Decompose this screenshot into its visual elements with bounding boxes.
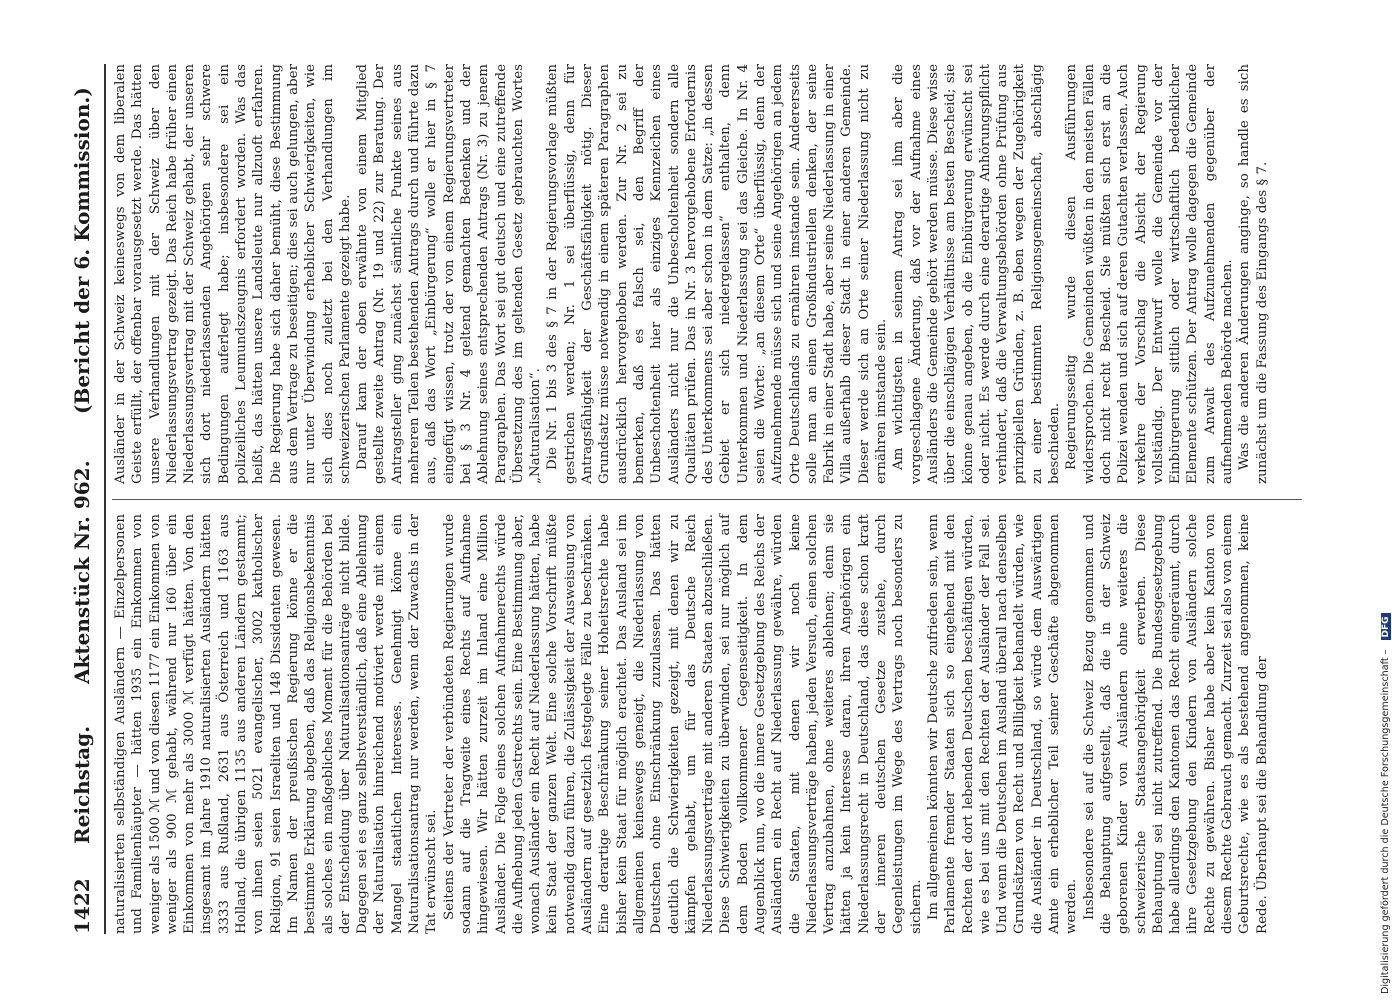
- credit-text: Digitalisierung gefördert durch die Deutsche Forschungsgemeinschaft –: [1380, 649, 1391, 994]
- paragraph: Ausländer in der Schweiz keineswegs von dem liberalen Geiste erfüllt, der offenbar vorausgesetzt werde. Das hätten unsere Verhandlungen mit der Schweiz über den Niederlassungsvertrag gezeigt. Das Reich habe früher einen Niederlassungsvertrag mit der Schweiz gehabt, der unseren sich dort niederlassenden Angehörigen sehr schwere Bedingungen auferlegt habe; insbesondere sei ein polizeiliches Leumundszeugnis erfordert worden. Was das heißt, das hätten unsere Landsleute nur allzuoft erfahren. Die Regierung habe sich daher bemüht, diese Bestimmung aus dem Vertrage zu beseitigen; dies sei auch gelungen, aber nur unter Überwindung erheblicher Schwierigkeiten, wie sich dies noch zuletzt bei den Verhandlungen im schweizerischen Parlamente gezeigt habe.: [113, 64, 353, 484]
- rotated-page-content: [68, 64, 1308, 934]
- digitization-credit: [1370, 6, 1391, 994]
- paragraph: Am wichtigsten in seinem Antrag sei ihm aber die vorgeschlagene Änderung, daß vor der Aufnahme eines Ausländers die Gemeinde gehört werden müsse. Diese wisse über die einschlägigen Verhältnisse am besten Bescheid; sie könne genau angeben, ob die Einbürgerung erwünscht sei oder nicht. Es werde durch eine derartige Anhörungspflicht verhindert, daß die Verwaltungsbehörden ohne Prüfung aus prinzipiellen Gründen, z. B. eben wegen der Zugehörigkeit zu einer bestimmten Religionsgemeinschaft, abschlägig beschieden.: [891, 64, 1063, 484]
- running-head: Reichstag.: [70, 725, 94, 844]
- page-number: 1422: [70, 878, 94, 934]
- paragraph: Im allgemeinen könnten wir Deutsche zufrieden sein, wenn Parlamente fremder Staaten sich so eingehend mit den Rechten der dort lebenden Deutschen beschäftigen würden, wie es bei uns mit den Rechten der Ausländer der Fall sei. Und wenn die Deutschen im Ausland überall nach denselben Grundsätzen von Recht und Billigkeit behandelt würden, wie die Ausländer in Deutschland, so würde dem Auswärtigen Amte ein erheblicher Teil seiner Geschäfte abgenommen werden.: [925, 514, 1080, 934]
- document-title: Aktenstück Nr. 962.: [70, 460, 94, 684]
- page-header: [68, 64, 98, 934]
- paragraph: Insbesondere sei auf die Schweiz Bezug genommen und die Behauptung aufgestellt, daß die in der Schweiz geborenen Kinder von Ausländern ohne weiteres die schweizerische Staatsangehörigkeit erwerben. Diese Behauptung sei nicht zutreffend. Die Bundesgesetzgebung habe allerdings den Kantonen das Recht eingeräumt, durch ihre Gesetzgebung den Kindern von Ausländern solche Rechte zu gewähren. Bisher habe aber kein Kanton von diesem Rechte Gebrauch gemacht. Zurzeit sei also von einem Geburtsrechte, wie es als bestehend angenommen, keine Rede. Überhaupt sei die Behandlung der: [1081, 514, 1270, 934]
- column-separator: [112, 499, 1302, 500]
- paragraph: Seitens der Vertreter der verbündeten Regierungen wurde sodann auf die Tragweite eines Rechts auf Aufnahme hingewiesen. Wir hätten zurzeit im Inland eine Million Ausländer. Die Folge eines solchen Aufnahmerechts würde die Aufhebung jeden Gastrechts sein. Eine Bestimmung aber, wonach Ausländer ein Recht auf Niederlassung hätten, habe kein Staat der ganzen Welt. Eine solche Vorschrift müßte notwendig dazu führen, die Zulässigkeit der Ausweisung von Ausländern auf gesetzlich festgelegte Fälle zu beschränken. Eine derartige Beschränkung seiner Hoheitsrechte habe bisher kein Staat für möglich erachtet. Das Ausland sei im allgemeinen keineswegs geneigt, die Niederlassung von Deutschen ohne Einschränkung zuzulassen. Das hätten deutlich die Schwierigkeiten gezeigt, mit denen wir zu kämpfen gehabt, um für das Deutsche Reich Niederlassungsverträge mit anderen Staaten abzuschließen. Diese Schwierigkeiten zu überwinden, sei nur möglich auf dem Boden vollkommener Gegenseitigkeit. In dem Augenblick nun, wo die innere Gesetzgebung des Reichs der Ausländern ein Recht auf Niederlassung gewähre, würden die Staaten, mit denen wir noch keine Niederlassungsverträge haben, jeden Versuch, einen solchen Vertrag anzubahnen, ohne weiteres ablehnen; denn sie hätten ja kein Interesse daran, ihren Angehörigen ein Niederlassungsrecht in Deutschland, das diese schon kraft der inneren deutschen Gesetze zustehe, durch Gegenleistungen im Wege des Vertrags noch besonders zu sichern.: [441, 514, 924, 934]
- paragraph: Was die anderen Änderungen anginge, so handle es sich zunächst um die Fassung des Eingangs des § 7.: [1237, 64, 1270, 484]
- text-column-right: [112, 64, 1302, 484]
- credit-text-wrap: [1380, 6, 1392, 994]
- header-rule: [104, 64, 106, 934]
- report-title: (Bericht der 6. Kommission.): [70, 87, 94, 414]
- paragraph: Darauf kam der oben erwähnte von einem Mitglied gestellte zweite Antrag (Nr. 19 und 22) zur Beratung. Der Antragsteller ging zunächst sämtliche Punkte seines aus mehreren Teilen bestehenden Antrags durch und führte dazu aus, daß das Wort „Einbürgerung“ wolle er hier in § 7 eingefügt wissen, trotz der von einem Regierungsvertreter bei § 3 Nr. 4 geltend gemachten Bedenken und der Ablehnung seines entsprechenden Antrags (Nr. 3) zu jenem Paragraphen. Das Wort sei gut deutsch und eine zutreffende Übersetzung des im geltenden Gesetz gebrauchten Wortes „Naturalisation“.: [355, 64, 544, 484]
- dfg-logo: DFG: [1381, 613, 1391, 640]
- paragraph: Die Nr. 1 bis 3 des § 7 in der Regierungsvorlage müßten gestrichen werden; Nr. 1 sei überflüssig, denn für Antragsfähigkeit der Geschäftsfähigkeit nötig. Dieser Grundsatz müsse notwendig in einem späteren Paragraphen ausdrücklich hervorgehoben werden. Zur Nr. 2 sei zu bemerken, daß es falsch sei, den Begriff der Unbescholtenheit hier als einziges Kennzeichen eines Ausländers nicht nur die Unbescholtenheit sondern alle Qualitäten prüfen. Das in Nr. 3 hervorgehobene Erfordernis des Unterkommens sei aber schon in dem Satze: „in dessen Gebiet er sich niedergelassen“ enthalten, denn Unterkommen und Niederlassung sei das Gleiche. In Nr. 4 seien die Worte: „an diesem Orte“ überflüssig, denn der Aufzunehmende müsse sich und seine Angehörigen an jedem Orte Deutschlands zu ernähren imstande sein. Andererseits solle man an einen Großindustriellen denken, der seine Fabrik in einer Stadt habe, aber seine Niederlassung in einer Villa außerhalb dieser Stadt in einer anderen Gemeinde. Dieser werde sich an Orte seiner Niederlassung nicht zu ernähren imstande sein.: [545, 64, 890, 484]
- paragraph: naturalisierten selbständigen Ausländern — Einzelpersonen und Familienhäupter — hätten 1935 ein Einkommen von weniger als 1500 ℳ und von diesen 1177 ein Einkommen von weniger als 900 ℳ gehabt, während nur 160 über ein Einkommen von mehr als 3000 ℳ verfügt hätten. Von den insgesamt im Jahre 1910 naturalisierten Ausländern hätten 3333 aus Rußland, 2631 aus Österreich und 1163 aus Holland, die übrigen 1135 aus anderen Ländern gestammt; von ihnen seien 5021 evangelischer, 3002 katholischer Religion, 91 seien Israeliten und 148 Dissidenten gewesen. Im Namen der preußischen Regierung könne er die bestimmte Erklärung abgeben, daß das Religionsbekenntnis als solches ein maßgebliches Moment für die Behörden bei der Entscheidung über Naturalisationsanträge nicht bilde. Dagegen sei es ganz selbstverständlich, daß eine Ablehnung der Naturalisation hinreichend motiviert werde mit einem Mangel staatlichen Interesses. Genehmigt könne ein Naturalisationsantrag nur werden, wenn der Zuwachs in der Tat erwünscht sei.: [113, 514, 440, 934]
- text-column-left: [112, 514, 1302, 934]
- paragraph: Regierungsseitig wurde diesen Ausführungen widersprochen. Die Gemeinden wüßten in den meisten Fällen doch nicht recht Bescheid. Sie müßten sich erst an die Polizei wenden und sich auf deren Gutachten verlassen. Auch verkehre der Vorschlag die Absicht der Regierung vollständig. Der Entwurf wolle die Gemeinde vor der Einbürgerung sittlich oder wirtschaftlich bedenklicher Elemente schützen. Der Antrag wolle dagegen die Gemeinde zum Anwalt des Aufzunehmenden gegenüber der aufnehmenden Behörde machen.: [1064, 64, 1235, 484]
